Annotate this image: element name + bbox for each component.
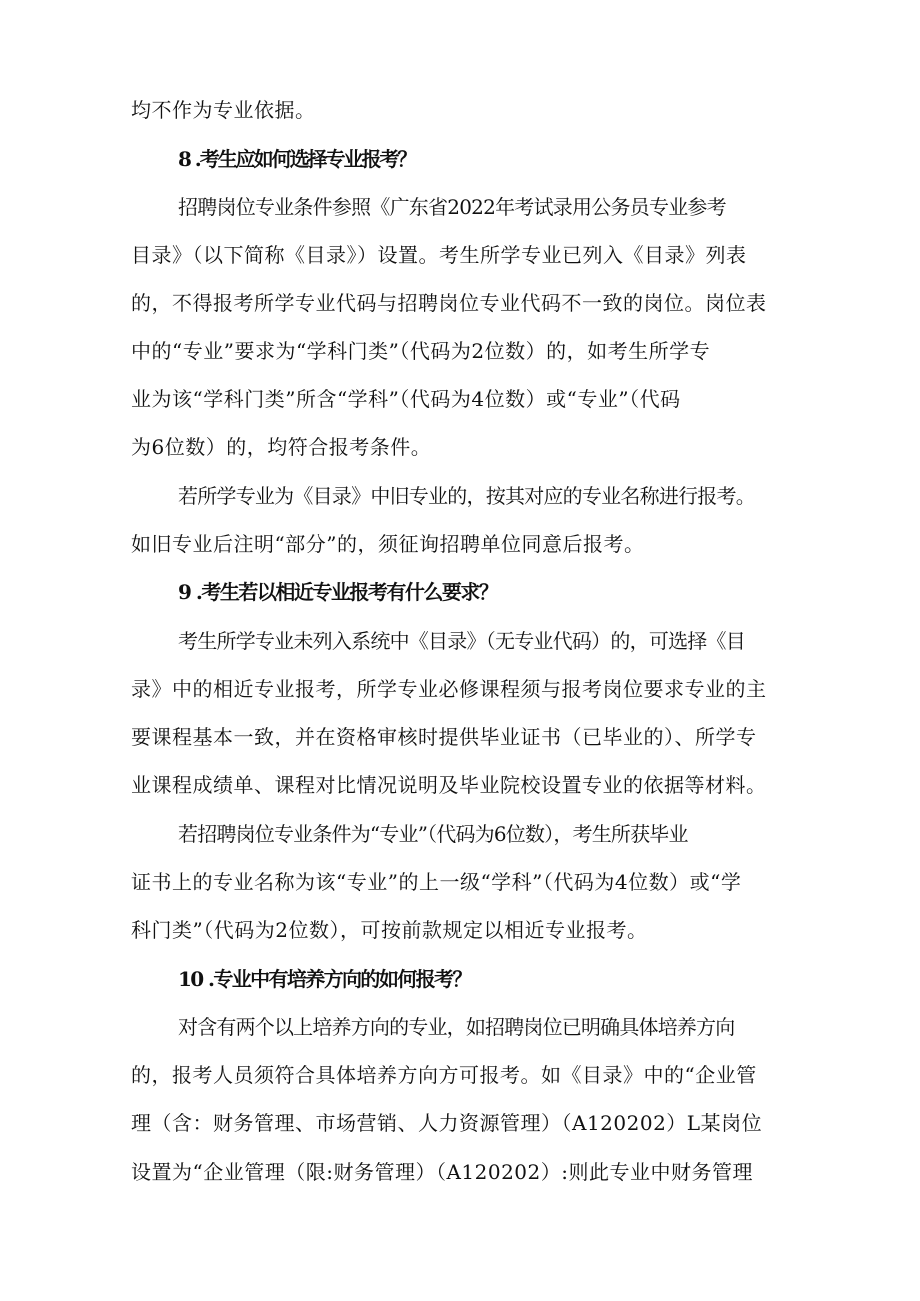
paragraph-line: 录》中的相近专业报考，所学专业必修课程须与报考岗位要求专业的主 (131, 677, 767, 701)
paragraph-line: 考生所学专业未列入系统中《目录》（无专业代码）的，可选择《目 (178, 629, 745, 653)
paragraph-line: 目录》（以下简称《目录》）设置。考生所学专业已列入《目录》列表 (131, 243, 747, 267)
paragraph-line: 若所学专业为《目录》中旧专业的，按其对应的专业名称进行报考。 (178, 484, 755, 508)
paragraph-line: 如旧专业后注明“部分”的，须征询招聘单位同意后报考。 (131, 532, 645, 556)
paragraph-line: 均不作为专业依据。 (131, 98, 316, 122)
paragraph-line: 为6位数）的，均符合报考条件。 (131, 435, 432, 459)
paragraph-line: 的，报考人员须符合具体培养方向方可报考。如《目录》中的“企业管 (131, 1063, 757, 1087)
paragraph-line: 理（含：财务管理、市场营销、人力资源管理）（A120202）L某岗位 (131, 1111, 763, 1135)
paragraph-line: 证书上的专业名称为该“专业”的上一级“学科”（代码为4位数）或“学 (131, 870, 742, 894)
section-heading-9: 9 .考生若以相近专业报考有什么要求？ (178, 580, 498, 604)
paragraph-line: 中的“专业”要求为“学科门类”（代码为2位数）的，如考生所学专 (131, 339, 711, 363)
section-heading-10: 10 .专业中有培养方向的如何报考？ (178, 967, 471, 991)
paragraph-line: 要课程基本一致，并在资格审核时提供毕业证书（已毕业的）、所学专 (131, 725, 757, 749)
paragraph-line: 若招聘岗位专业条件为“专业”（代码为6位数），考生所获毕业 (178, 822, 688, 846)
paragraph-line: 科门类”（代码为2位数），可按前款规定以相近专业报考。 (131, 918, 648, 942)
paragraph-line: 业课程成绩单、课程对比情况说明及毕业院校设置专业的依据等材料。 (131, 773, 767, 797)
section-heading-8: 8 .考生应如何选择专业报考？ (178, 147, 416, 171)
paragraph-line: 设置为“企业管理（限:财务管理）（A120202）:则此专业中财务管理 (131, 1160, 753, 1184)
paragraph-line: 业为该“学科门类”所含“学科”（代码为4位数）或“专业”（代码 (131, 387, 681, 411)
paragraph-line: 的，不得报考所学专业代码与招聘岗位专业代码不一致的岗位。岗位表 (131, 291, 767, 315)
paragraph-line: 对含有两个以上培养方向的专业，如招聘岗位已明确具体培养方向 (178, 1015, 735, 1039)
paragraph-line: 招聘岗位专业条件参照《广东省2022年考试录用公务员专业参考 (178, 195, 726, 219)
